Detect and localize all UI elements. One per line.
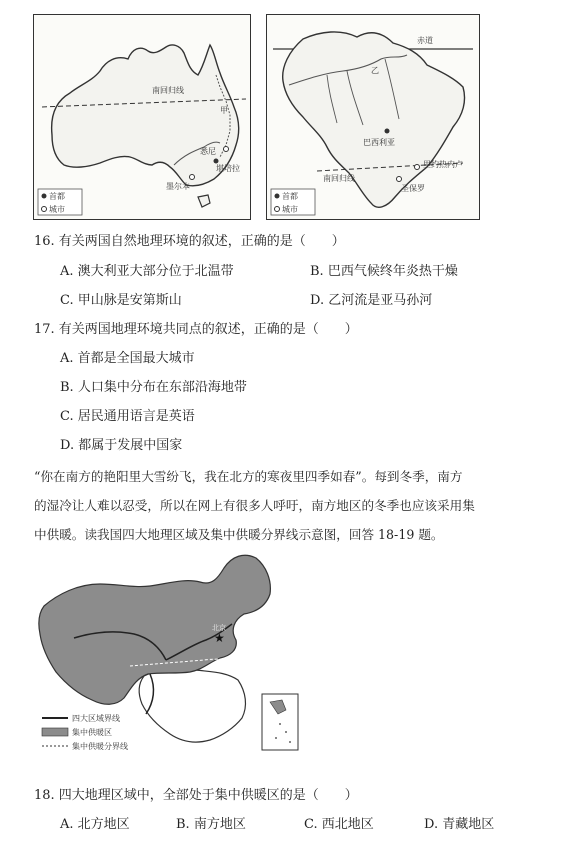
rio-marker (415, 165, 420, 170)
city-brasilia: 巴西利亚 (363, 138, 395, 147)
brasilia-marker (385, 129, 390, 134)
q16-option-c: C. 甲山脉是安第斯山 (60, 293, 182, 308)
q18-option-c: C. 西北地区 (304, 817, 374, 832)
q18-option-a: A. 北方地区 (60, 817, 130, 832)
q18-stem: 18. 四大地理区域中，全部处于集中供暖区的是（ ） (34, 788, 358, 803)
q17-option-a: A. 首都是全国最大城市 (60, 351, 195, 366)
legend-region-boundary: 四大区域界线 (72, 714, 120, 723)
city-saopaulo: 圣保罗 (401, 184, 425, 193)
brazil-map (266, 14, 480, 220)
q18-option-b: B. 南方地区 (176, 817, 246, 832)
legend-heating-zone: 集中供暖区 (72, 728, 112, 737)
canberra-marker (214, 159, 219, 164)
tropic-label-br: 南回归线 (323, 174, 355, 183)
china-outline-south (139, 668, 245, 742)
beijing-label: 北京 (212, 624, 226, 632)
city-melbourne: 墨尔本 (166, 182, 190, 191)
q16-option-a: A. 澳大利亚大部分位于北温带 (60, 264, 234, 279)
sydney-marker (224, 147, 229, 152)
q16-stem: 16. 有关两国自然地理环境的叙述，正确的是（ ） (34, 234, 345, 249)
south-sea-inset (262, 694, 298, 750)
china-map (34, 548, 302, 766)
br-legend-city: 城市 (282, 205, 298, 214)
jia-label: 甲 (220, 106, 228, 115)
tasmania-outline (198, 195, 210, 207)
brazil-map-svg (267, 15, 479, 219)
yi-label: 乙 (371, 66, 379, 75)
brazil-outline (283, 32, 465, 207)
q18-option-d: D. 青藏地区 (424, 817, 495, 832)
q17-stem: 17. 有关两国地理环境共同点的叙述，正确的是（ ） (34, 322, 358, 337)
passage-line-1: “你在南方的艳阳里大雪纷飞，我在北方的寒夜里四季如春”。每到冬季，南方 (34, 469, 463, 484)
passage-line-2: 的湿冷让人难以忍受，所以在网上有很多人呼吁，南方地区的冬季也应该采用集 (34, 498, 475, 513)
city-rio: 里约热内卢 (423, 160, 463, 169)
q16-option-b: B. 巴西气候终年炎热干燥 (310, 264, 458, 279)
q17-option-b: B. 人口集中分布在东部沿海地带 (60, 380, 247, 395)
saopaulo-marker (397, 177, 402, 182)
q17-option-d: D. 都属于发展中国家 (60, 438, 183, 453)
legend-heating-divide: 集中供暖分界线 (72, 742, 128, 751)
passage-line-3: 中供暖。读我国四大地理区域及集中供暖分界线示意图，回答 18-19 题。 (34, 527, 444, 542)
city-canberra: 堪培拉 (216, 164, 240, 173)
china-map-svg (34, 548, 302, 766)
tropic-label-au: 南回归线 (152, 86, 184, 95)
q17-option-c: C. 居民通用语言是英语 (60, 409, 195, 424)
melbourne-marker (190, 175, 195, 180)
au-legend-capital: 首都 (49, 192, 65, 201)
beijing-star-icon: ★ (214, 631, 225, 645)
q16-option-d: D. 乙河流是亚马孙河 (310, 293, 433, 308)
australia-map (33, 14, 251, 220)
equator-label: 赤道 (417, 36, 433, 45)
br-legend-capital: 首都 (282, 192, 298, 201)
au-legend-city: 城市 (49, 205, 65, 214)
australia-map-svg (34, 15, 250, 219)
city-sydney: 悉尼 (200, 147, 216, 156)
china-legend (42, 713, 128, 751)
australia-outline (52, 45, 239, 186)
